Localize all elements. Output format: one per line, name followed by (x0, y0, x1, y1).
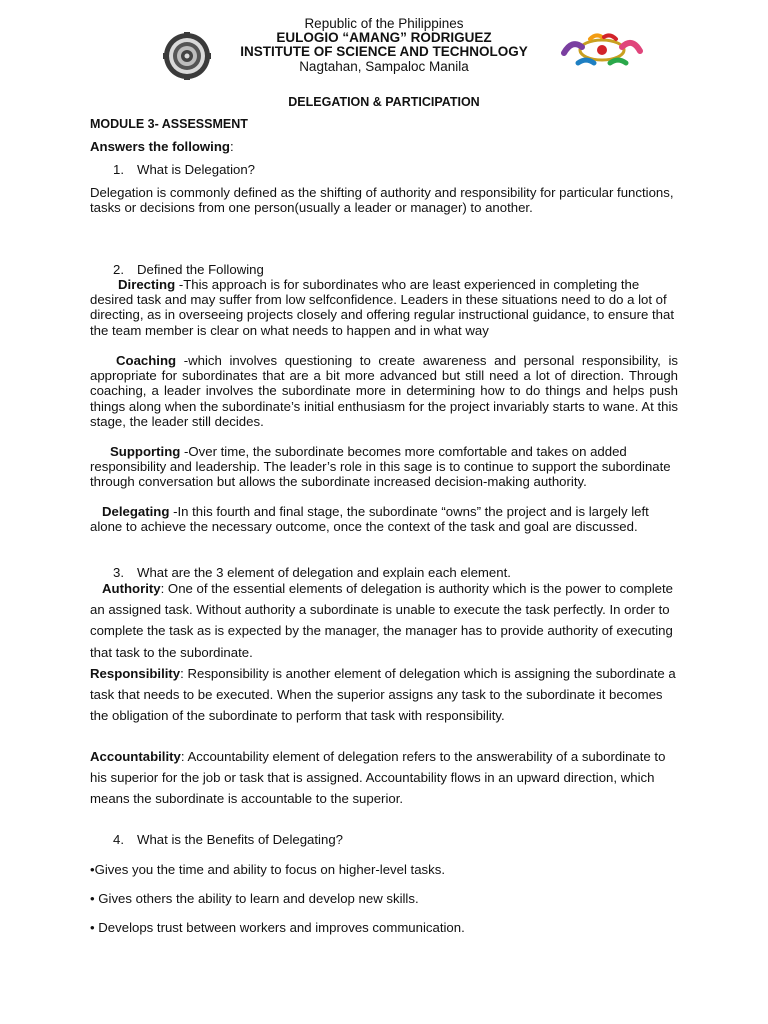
definition-delegating (90, 504, 678, 534)
module-heading: MODULE 3- ASSESSMENT (90, 117, 248, 131)
text-accountability: : Accountability element of delegation refers to the answerability of a subordinate to his superior for the job or task that is assigned. Accountability flows in an upward direction, which means the subordinate is accountable to the superior. (90, 749, 666, 807)
question-2-number: 2. (113, 262, 124, 277)
term-supporting: Supporting (110, 444, 181, 459)
school-name: EULOGIO “AMANG” RODRIGUEZ (276, 30, 492, 45)
text-supporting: -Over time, the subordinate becomes more comfortable and takes on added responsibility and leadership. The leader’s role in this sage is to continue to support the subordinate through conversation but allows the subordinate increased decision-making authority. (90, 444, 671, 490)
text-coaching: -which involves questioning to create awareness and personal responsibility, is appropriate for subordinates that are a bit more advanced but still need a lot of direction. Through coaching, a leader involves the subordinate more in determining how to do things and helps push things along when the subordinate’s initial enthusiasm for the project invariably starts to wane. At this stage, the leader still decides. (90, 353, 678, 429)
text-directing: -This approach is for subordinates who are least experienced in completing the desired task and may suffer from low selfconfidence. Leaders in these situations need to do a lot of directing, as in overseeing projects closely and offering regular instructional guidance, to ensure that the team member is clear on what needs to happen and in what way (90, 277, 675, 338)
text-responsibility: : Responsibility is another element of delegation which is assigning the subordinate a task that needs to be executed. When the superior assigns any task to the subordinate it becomes the obligation of the subordinate to perform that task with responsibility. (90, 666, 676, 724)
benefit-bullet: •Gives you the time and ability to focus on higher-level tasks. (90, 862, 445, 877)
term-authority: Authority (102, 581, 161, 596)
instruction (90, 139, 678, 154)
question-2 (113, 262, 264, 277)
term-coaching: Coaching (116, 353, 177, 368)
definition-supporting (90, 444, 678, 490)
term-delegating: Delegating (102, 504, 170, 519)
question-2-text: Defined the Following (137, 262, 264, 277)
term-responsibility: Responsibility (90, 666, 181, 681)
benefit-bullet: • Develops trust between workers and improves communication. (90, 920, 465, 935)
term-accountability: Accountability (90, 749, 181, 764)
definition-directing (90, 277, 678, 338)
question-1-number: 1. (113, 162, 124, 177)
text-delegating: -In this fourth and final stage, the subordinate “owns” the project and is largely left alone to achieve the necessary outcome, once the context of the task and goal are discussed. (90, 504, 649, 535)
school-address: Nagtahan, Sampaloc Manila (299, 59, 469, 74)
instruction-bold: Answers the following (90, 139, 230, 154)
question-4-number: 4. (113, 832, 124, 847)
benefit-bullet: • Gives others the ability to learn and develop new skills. (90, 891, 419, 906)
document-title: DELEGATION & PARTICIPATION (288, 95, 480, 109)
colorful-people-circle-logo (560, 33, 644, 67)
element-authority (90, 578, 678, 663)
question-4 (113, 832, 343, 847)
republic-line: Republic of the Philippines (304, 16, 464, 31)
definition-coaching (90, 353, 678, 429)
institute-name: INSTITUTE OF SCIENCE AND TECHNOLOGY (240, 44, 528, 59)
question-3-text: What are the 3 element of delegation and explain each element. (137, 565, 511, 580)
text-authority: : One of the essential elements of delegation is authority which is the power to complete an assigned task. Without authority a subordinate is unable to execute the task perfectly. In order to complete the task as is expected by the manager, the manager has to provide authority of executing that task to the subordinate. (90, 581, 674, 660)
question-1-text: What is Delegation? (137, 162, 256, 177)
question-4-text: What is the Benefits of Delegating? (137, 832, 343, 847)
element-accountability (90, 746, 678, 810)
answer-1: Delegation is commonly defined as the shifting of authority and responsibility for particular functions, tasks or decisions from one person(usually a leader or manager) to another. (90, 185, 674, 216)
term-directing: Directing (118, 277, 176, 292)
question-3-number: 3. (113, 565, 124, 580)
element-responsibility (90, 663, 678, 727)
instruction-colon: : (229, 139, 234, 154)
question-1 (113, 162, 255, 177)
